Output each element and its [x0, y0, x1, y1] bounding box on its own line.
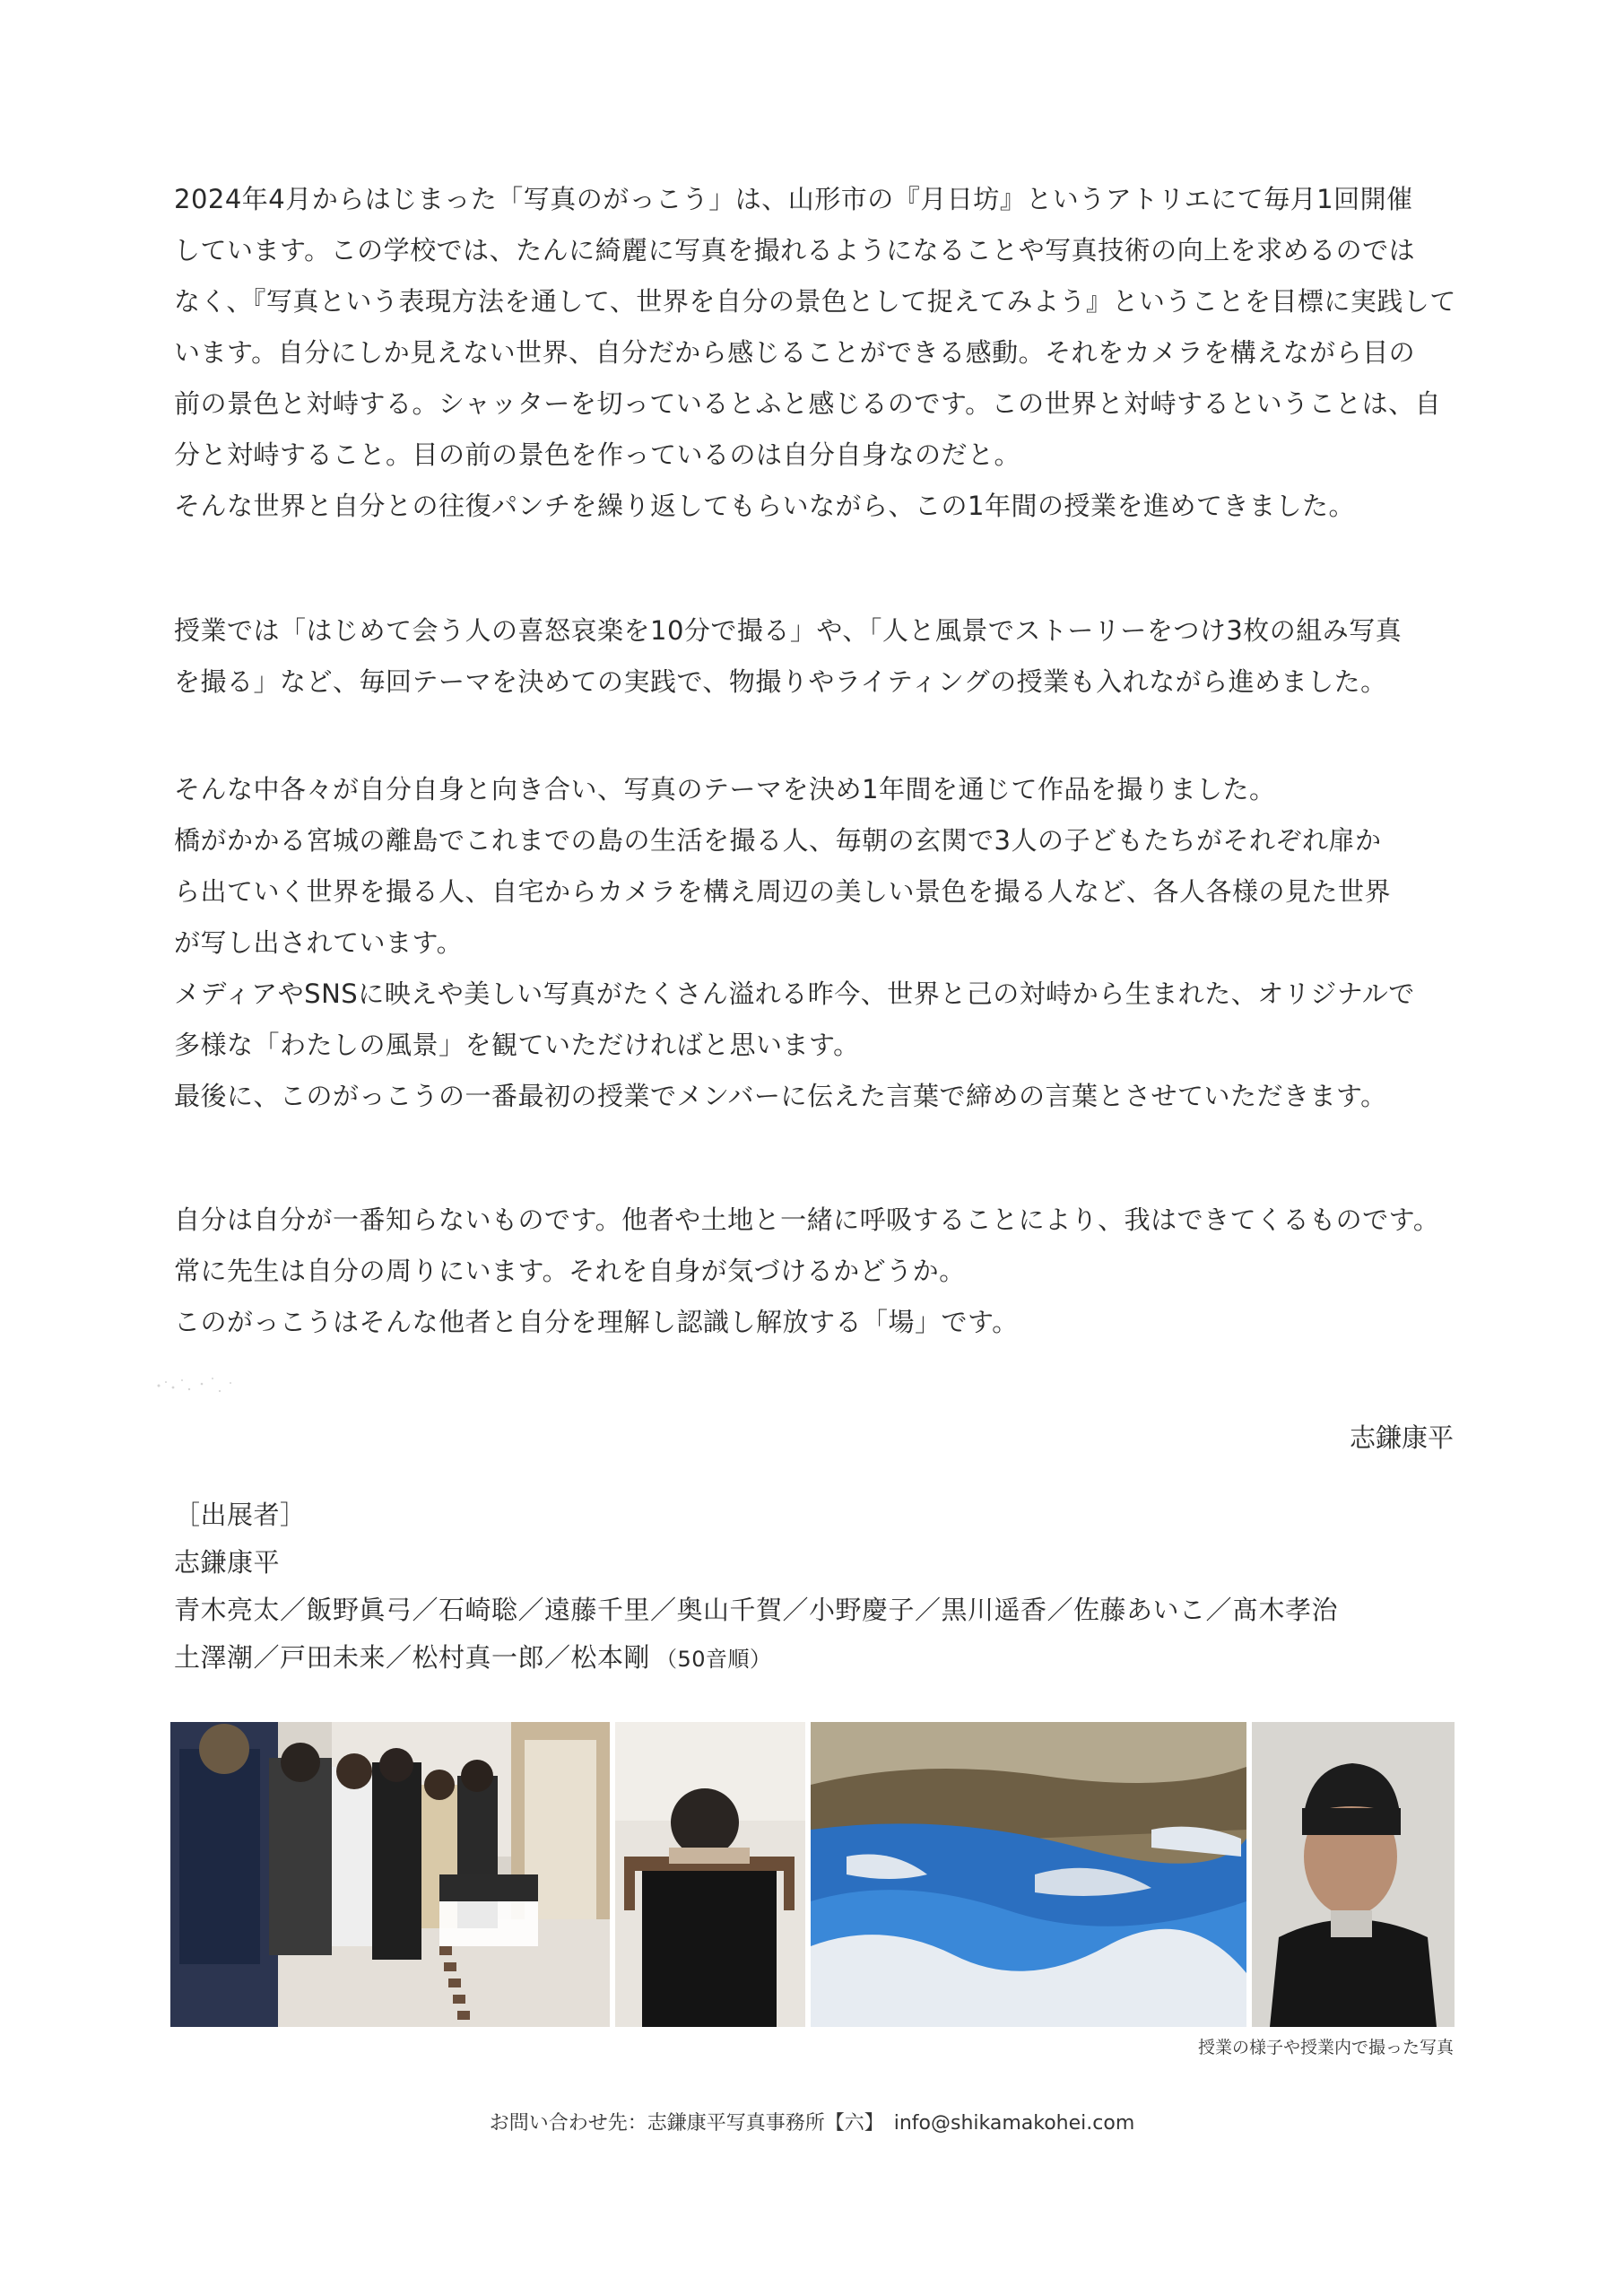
works-line: ら出ていく世界を撮る人、自宅からカメラを構え周辺の美しい景色を撮る人など、各人各様の見た世界 [174, 876, 1392, 907]
closing-line: 常に先生は自分の周りにいます。それを自身が気づけるかどうか。 [174, 1256, 966, 1286]
works-line: メディアやSNSに映えや美しい写真がたくさん溢れる昨今、世界と己の対峙から生まれた、オリジナルで [174, 978, 1415, 1009]
photo-portrait-frame [615, 1722, 805, 2027]
closing-line: このがっこうはそんな他者と自分を理解し認識し解放する「場」です。 [174, 1307, 1019, 1337]
closing-line: 自分は自分が一番知らないものです。他者や土地と一緒に呼吸することにより、我はできてくるものです。 [174, 1205, 1440, 1235]
exhibitors-heading: ［出展者］ [174, 1500, 307, 1530]
scan-smudge [148, 1368, 247, 1404]
works-line: そんな中各々が自分自身と向き合い、写真のテーマを決め1年間を通じて作品を撮りました。 [174, 774, 1276, 804]
exhibitors-row-2 [174, 1634, 1338, 1682]
works-line: が写し出されています。 [174, 927, 464, 958]
exhibitors-teacher: 志鎌康平 [174, 1547, 281, 1578]
works-line: 多様な「わたしの風景」を観ていただければと思います。 [174, 1030, 860, 1060]
lessons-paragraph [174, 605, 1465, 708]
exhibitors-section [174, 1492, 1338, 1682]
snow-tarp-image [811, 1722, 1246, 2027]
intro-line: 前の景色と対峙する。シャッターを切っているとふと感じるのです。この世界と対峙するということは、自 [174, 388, 1442, 419]
photo-snow-tarp [811, 1722, 1246, 2027]
photo-man-portrait [1252, 1722, 1455, 2027]
closing-paragraph [174, 1195, 1465, 1348]
intro-line: います。自分にしか見えない世界、自分だから感じることができる感動。それをカメラを構えながら目の [174, 337, 1416, 368]
contact-info: お問い合わせ先：志鎌康平写真事務所【六】 info@shikamakohei.com [489, 2112, 1135, 2135]
intro-line: なく、『写真という表現方法を通して、世界を自分の景色として捉えてみよう』ということを目標に実践して [174, 286, 1456, 317]
intro-paragraph [174, 174, 1465, 532]
works-line: 橋がかかる宮城の離島でこれまでの島の生活を撮る人、毎朝の玄関で3人の子どもたちがそれぞれ扉か [174, 825, 1382, 856]
signature: 志鎌康平 [1349, 1422, 1454, 1453]
intro-line: 2024年4月からはじまった「写真のがっこう」は、山形市の『月日坊』というアトリエにて毎月1回開催 [174, 184, 1413, 214]
intro-line: しています。この学校では、たんに綺麗に写真を撮れるようになることや写真技術の向上を求めるのでは [174, 235, 1416, 265]
works-line: 最後に、このがっこうの一番最初の授業でメンバーに伝えた言葉で締めの言葉とさせていただきます。 [174, 1081, 1387, 1111]
man-portrait-image [1252, 1722, 1455, 2027]
portrait-frame-image [615, 1722, 805, 2027]
works-paragraph [174, 764, 1465, 1122]
photo-classroom [170, 1722, 610, 2027]
order-note: （50音順） [656, 1647, 772, 1672]
intro-line: そんな世界と自分との往復パンチを繰り返してもらいながら、この1年間の授業を進めてきました。 [174, 491, 1355, 521]
intro-line: 分と対峙すること。目の前の景色を作っているのは自分自身なのだと。 [174, 439, 1021, 470]
exhibitors-names: 土澤潮／戸田未来／松村真一郎／松本剛 [174, 1642, 651, 1673]
classroom-image [170, 1722, 610, 2027]
lessons-line: 授業では「はじめて会う人の喜怒哀楽を10分で撮る」や、「人と風景でストーリーをつけ3枚の組み写真 [174, 615, 1403, 646]
lessons-line: を撮る」など、毎回テーマを決めての実践で、物撮りやライティングの授業も入れながら進めました。 [174, 666, 1387, 697]
exhibitors-row: 青木亮太／飯野眞弓／石崎聡／遠藤千里／奥山千賀／小野慶子／黒川遥香／佐藤あいこ／髙木孝治 [174, 1595, 1339, 1625]
photo-caption: 授業の様子や授業内で撮った写真 [1197, 2038, 1454, 2057]
photo-strip [170, 1722, 1455, 2027]
